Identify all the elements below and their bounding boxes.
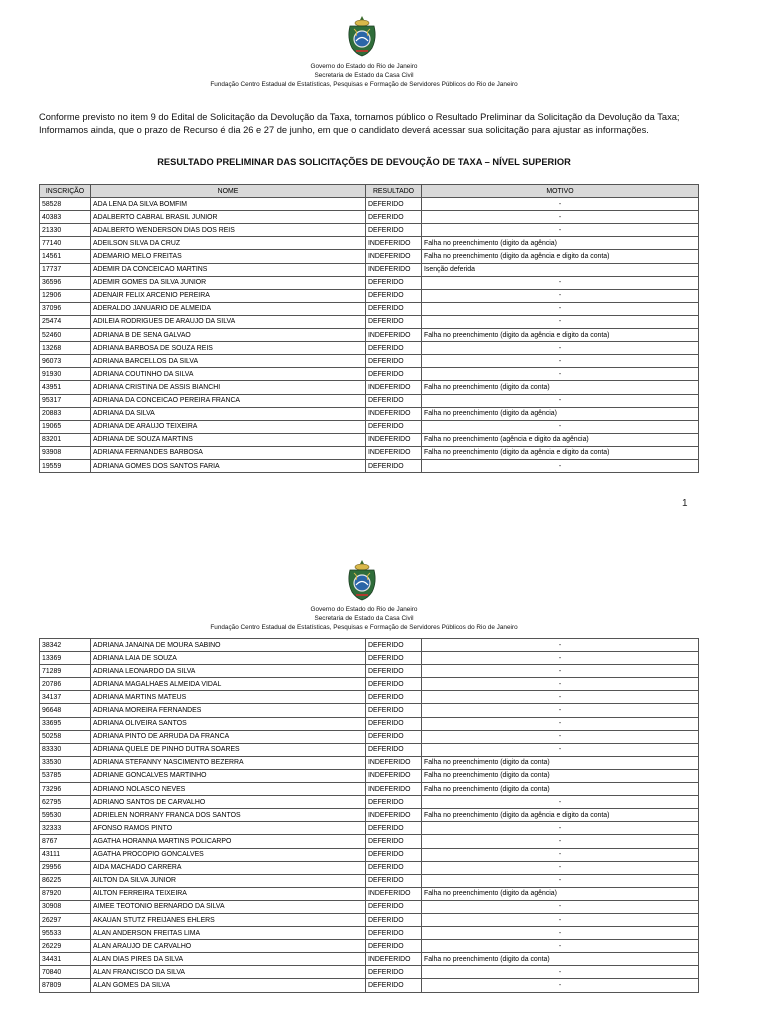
cell-inscricao: 95533	[40, 927, 91, 940]
results-table-body	[40, 198, 699, 473]
cell-motivo: -	[422, 355, 699, 368]
cell-motivo: -	[422, 652, 699, 665]
cell-inscricao: 20786	[40, 678, 91, 691]
table-row	[40, 887, 699, 900]
cell-inscricao: 93908	[40, 446, 91, 459]
cell-inscricao: 12906	[40, 289, 91, 302]
cell-motivo: -	[422, 979, 699, 992]
cell-nome: AIMEE TEOTONIO BERNARDO DA SILVA	[91, 900, 366, 913]
cell-resultado: DEFERIDO	[366, 730, 422, 743]
cell-inscricao: 30908	[40, 900, 91, 913]
cell-resultado: INDEFERIDO	[366, 769, 422, 782]
cell-nome: ADALBERTO WENDERSON DIAS DOS REIS	[91, 224, 366, 237]
cell-motivo: -	[422, 678, 699, 691]
cell-resultado: DEFERIDO	[366, 342, 422, 355]
cell-resultado: INDEFERIDO	[366, 263, 422, 276]
cell-motivo: Falha no preenchimento (digito da agência e digito da conta)	[422, 809, 699, 822]
cell-nome: ADRIANA MOREIRA FERNANDES	[91, 704, 366, 717]
cell-motivo: Falha no preenchimento (digito da conta)	[422, 783, 699, 796]
intro-line-2: Informamos ainda, que o prazo de Recurso é dia 26 e 27 de junho, em que o candidato deverá acessar sua solicitação para ajustar as informações.	[39, 125, 649, 135]
table-row	[40, 900, 699, 913]
cell-nome: ALAN ANDERSON FREITAS LIMA	[91, 927, 366, 940]
cell-motivo: -	[422, 927, 699, 940]
table-row	[40, 769, 699, 782]
cell-resultado: DEFERIDO	[366, 848, 422, 861]
cell-resultado: DEFERIDO	[366, 302, 422, 315]
letterhead-secretariat: Secretaria de Estado da Casa Civil	[314, 615, 414, 622]
cell-inscricao: 8767	[40, 835, 91, 848]
cell-inscricao: 71289	[40, 665, 91, 678]
table-row	[40, 979, 699, 992]
cell-motivo: -	[422, 835, 699, 848]
table-row	[40, 756, 699, 769]
cell-nome: AILTON FERREIRA TEIXEIRA	[91, 887, 366, 900]
table-row	[40, 848, 699, 861]
cell-nome: ADRIANA MARTINS MATEUS	[91, 691, 366, 704]
cell-resultado: DEFERIDO	[366, 289, 422, 302]
cell-motivo: -	[422, 704, 699, 717]
cell-resultado: INDEFERIDO	[366, 433, 422, 446]
document-title: RESULTADO PRELIMINAR DAS SOLICITAÇÕES DE DEVOUÇÃO DE TAXA – NÍVEL SUPERIOR	[157, 157, 571, 167]
cell-nome: ADEMIR DA CONCEICAO MARTINS	[91, 263, 366, 276]
cell-nome: ADILEIA RODRIGUES DE ARAUJO DA SILVA	[91, 315, 366, 328]
cell-nome: AGATHA HORANNA MARTINS POLICARPO	[91, 835, 366, 848]
cell-motivo: Falha no preenchimento (digito da agência)	[422, 237, 699, 250]
cell-resultado: DEFERIDO	[366, 652, 422, 665]
cell-inscricao: 91930	[40, 368, 91, 381]
table-row	[40, 315, 699, 328]
cell-resultado: DEFERIDO	[366, 276, 422, 289]
cell-motivo: -	[422, 874, 699, 887]
cell-motivo: -	[422, 848, 699, 861]
cell-inscricao: 50258	[40, 730, 91, 743]
cell-resultado: INDEFERIDO	[366, 887, 422, 900]
state-coat-of-arms-icon	[344, 14, 380, 58]
cell-nome: ALAN ARAUJO DE CARVALHO	[91, 940, 366, 953]
header-resultado: RESULTADO	[366, 185, 422, 198]
document-page-2	[0, 550, 768, 1024]
table-row	[40, 433, 699, 446]
cell-inscricao: 40383	[40, 211, 91, 224]
cell-inscricao: 87920	[40, 887, 91, 900]
table-row	[40, 639, 699, 652]
cell-resultado: DEFERIDO	[366, 704, 422, 717]
cell-resultado: INDEFERIDO	[366, 407, 422, 420]
table-row	[40, 355, 699, 368]
cell-nome: ADRIANA DE ARAUJO TEIXEIRA	[91, 420, 366, 433]
cell-motivo: Falha no preenchimento (digito da conta)	[422, 756, 699, 769]
cell-inscricao: 52460	[40, 329, 91, 342]
cell-nome: AIDA MACHADO CARRERA	[91, 861, 366, 874]
cell-inscricao: 83330	[40, 743, 91, 756]
cell-inscricao: 73296	[40, 783, 91, 796]
cell-nome: AKAUAN STUTZ FREIJANES EHLERS	[91, 913, 366, 926]
cell-motivo: -	[422, 796, 699, 809]
cell-nome: ADRIANA LAIA DE SOUZA	[91, 652, 366, 665]
table-row	[40, 743, 699, 756]
table-row	[40, 940, 699, 953]
cell-nome: ADRIANA LEONARDO DA SILVA	[91, 665, 366, 678]
results-table-body	[40, 639, 699, 993]
cell-motivo: -	[422, 368, 699, 381]
header-nome: NOME	[91, 185, 366, 198]
cell-motivo: Falha no preenchimento (agência e digito da agência)	[422, 433, 699, 446]
cell-motivo: -	[422, 665, 699, 678]
header-motivo: MOTIVO	[422, 185, 699, 198]
cell-resultado: DEFERIDO	[366, 874, 422, 887]
table-row	[40, 263, 699, 276]
cell-resultado: DEFERIDO	[366, 927, 422, 940]
cell-motivo: -	[422, 639, 699, 652]
cell-resultado: INDEFERIDO	[366, 250, 422, 263]
cell-motivo: -	[422, 420, 699, 433]
cell-resultado: DEFERIDO	[366, 665, 422, 678]
cell-nome: ALAN FRANCISCO DA SILVA	[91, 966, 366, 979]
cell-resultado: INDEFERIDO	[366, 756, 422, 769]
cell-nome: ADRIANA OLIVEIRA SANTOS	[91, 717, 366, 730]
table-row	[40, 927, 699, 940]
cell-inscricao: 34137	[40, 691, 91, 704]
cell-motivo: -	[422, 211, 699, 224]
cell-resultado: INDEFERIDO	[366, 446, 422, 459]
table-row	[40, 717, 699, 730]
cell-resultado: DEFERIDO	[366, 835, 422, 848]
table-row	[40, 953, 699, 966]
cell-motivo: -	[422, 913, 699, 926]
cell-inscricao: 26297	[40, 913, 91, 926]
cell-inscricao: 95317	[40, 394, 91, 407]
cell-resultado: DEFERIDO	[366, 940, 422, 953]
cell-resultado: DEFERIDO	[366, 224, 422, 237]
cell-inscricao: 96648	[40, 704, 91, 717]
cell-resultado: DEFERIDO	[366, 355, 422, 368]
cell-nome: ADA LENA DA SILVA BOMFIM	[91, 198, 366, 211]
letterhead-foundation: Fundação Centro Estadual de Estatísticas, Pesquisas e Formação de Servidores Públicos do Rio de Janeiro	[210, 81, 518, 88]
table-row	[40, 913, 699, 926]
cell-nome: ADRIANO NOLASCO NEVES	[91, 783, 366, 796]
cell-resultado: DEFERIDO	[366, 913, 422, 926]
cell-nome: ALAN DIAS PIRES DA SILVA	[91, 953, 366, 966]
table-row	[40, 394, 699, 407]
cell-inscricao: 70840	[40, 966, 91, 979]
cell-inscricao: 19065	[40, 420, 91, 433]
cell-nome: ADRIELEN NORRANY FRANCA DOS SANTOS	[91, 809, 366, 822]
cell-inscricao: 36596	[40, 276, 91, 289]
cell-nome: AFONSO RAMOS PINTO	[91, 822, 366, 835]
cell-nome: ADRIANA QUELE DE PINHO DUTRA SOARES	[91, 743, 366, 756]
cell-inscricao: 58528	[40, 198, 91, 211]
cell-inscricao: 21330	[40, 224, 91, 237]
state-coat-of-arms-icon	[344, 558, 380, 602]
cell-inscricao: 13268	[40, 342, 91, 355]
cell-motivo: -	[422, 717, 699, 730]
cell-resultado: DEFERIDO	[366, 198, 422, 211]
table-row	[40, 342, 699, 355]
cell-inscricao: 77140	[40, 237, 91, 250]
cell-nome: ADENAIR FELIX ARCENIO PEREIRA	[91, 289, 366, 302]
cell-motivo: Falha no preenchimento (digito da conta)	[422, 381, 699, 394]
cell-inscricao: 33530	[40, 756, 91, 769]
cell-motivo: Falha no preenchimento (digito da agência e digito da conta)	[422, 329, 699, 342]
cell-inscricao: 26229	[40, 940, 91, 953]
cell-nome: ADRIANA DE SOUZA MARTINS	[91, 433, 366, 446]
cell-resultado: DEFERIDO	[366, 678, 422, 691]
cell-motivo: Falha no preenchimento (digito da agência e digito da conta)	[422, 446, 699, 459]
table-row	[40, 835, 699, 848]
cell-inscricao: 25474	[40, 315, 91, 328]
table-row	[40, 459, 699, 472]
cell-resultado: DEFERIDO	[366, 639, 422, 652]
cell-motivo: Isenção deferida	[422, 263, 699, 276]
cell-inscricao: 38342	[40, 639, 91, 652]
cell-motivo: -	[422, 743, 699, 756]
table-row	[40, 691, 699, 704]
table-row	[40, 250, 699, 263]
cell-resultado: INDEFERIDO	[366, 809, 422, 822]
table-row	[40, 822, 699, 835]
cell-nome: ADRIANA BARBOSA DE SOUZA REIS	[91, 342, 366, 355]
table-row	[40, 237, 699, 250]
cell-resultado: INDEFERIDO	[366, 329, 422, 342]
table-row	[40, 329, 699, 342]
cell-motivo: -	[422, 966, 699, 979]
cell-motivo: -	[422, 730, 699, 743]
cell-resultado: DEFERIDO	[366, 315, 422, 328]
results-table	[39, 184, 699, 473]
cell-motivo: Falha no preenchimento (digito da agência e digito da conta)	[422, 250, 699, 263]
table-row	[40, 652, 699, 665]
cell-resultado: INDEFERIDO	[366, 237, 422, 250]
cell-inscricao: 13369	[40, 652, 91, 665]
cell-motivo: -	[422, 459, 699, 472]
table-row	[40, 289, 699, 302]
cell-resultado: DEFERIDO	[366, 861, 422, 874]
cell-motivo: Falha no preenchimento (digito da agência)	[422, 887, 699, 900]
cell-inscricao: 37096	[40, 302, 91, 315]
cell-nome: ADERALDO JANUARIO DE ALMEIDA	[91, 302, 366, 315]
cell-motivo: -	[422, 315, 699, 328]
table-row	[40, 211, 699, 224]
cell-motivo: -	[422, 289, 699, 302]
cell-inscricao: 33695	[40, 717, 91, 730]
cell-nome: ADRIANA GOMES DOS SANTOS FARIA	[91, 459, 366, 472]
table-row	[40, 861, 699, 874]
header-inscricao: INSCRIÇÃO	[40, 185, 91, 198]
cell-nome: AILTON DA SILVA JUNIOR	[91, 874, 366, 887]
table-row	[40, 224, 699, 237]
cell-inscricao: 43951	[40, 381, 91, 394]
letterhead-government: Governo do Estado do Rio de Janeiro	[310, 606, 418, 613]
table-row	[40, 678, 699, 691]
letterhead-government: Governo do Estado do Rio de Janeiro	[310, 63, 418, 70]
cell-resultado: DEFERIDO	[366, 459, 422, 472]
cell-motivo: -	[422, 276, 699, 289]
letterhead	[0, 605, 728, 632]
cell-inscricao: 86225	[40, 874, 91, 887]
table-row	[40, 730, 699, 743]
table-row	[40, 874, 699, 887]
table-row	[40, 446, 699, 459]
cell-inscricao: 83201	[40, 433, 91, 446]
table-row	[40, 368, 699, 381]
cell-resultado: DEFERIDO	[366, 211, 422, 224]
cell-motivo: Falha no preenchimento (digito da conta)	[422, 953, 699, 966]
cell-nome: ADRIANA STEFANNY NASCIMENTO BEZERRA	[91, 756, 366, 769]
cell-motivo: Falha no preenchimento (digito da conta)	[422, 769, 699, 782]
cell-inscricao: 53785	[40, 769, 91, 782]
cell-inscricao: 29956	[40, 861, 91, 874]
table-row	[40, 420, 699, 433]
cell-inscricao: 96073	[40, 355, 91, 368]
cell-nome: ADRIANA DA SILVA	[91, 407, 366, 420]
table-row	[40, 704, 699, 717]
cell-nome: ADALBERTO CABRAL BRASIL JUNIOR	[91, 211, 366, 224]
cell-nome: ALAN GOMES DA SILVA	[91, 979, 366, 992]
cell-inscricao: 32333	[40, 822, 91, 835]
cell-motivo: -	[422, 691, 699, 704]
cell-nome: ADRIANA PINTO DE ARRUDA DA FRANCA	[91, 730, 366, 743]
letterhead	[0, 62, 728, 89]
cell-resultado: INDEFERIDO	[366, 783, 422, 796]
intro-line-1: Conforme previsto no item 9 do Edital de Solicitação da Devolução da Taxa, tornamos público o Resultado Preliminar da Solicitação da Devolução da Taxa;	[39, 112, 680, 122]
cell-nome: AGATHA PROCOPIO GONCALVES	[91, 848, 366, 861]
cell-motivo: -	[422, 342, 699, 355]
cell-motivo: -	[422, 224, 699, 237]
cell-motivo: -	[422, 198, 699, 211]
cell-resultado: DEFERIDO	[366, 420, 422, 433]
cell-resultado: DEFERIDO	[366, 368, 422, 381]
cell-resultado: DEFERIDO	[366, 796, 422, 809]
cell-inscricao: 62795	[40, 796, 91, 809]
table-row	[40, 809, 699, 822]
cell-resultado: DEFERIDO	[366, 717, 422, 730]
cell-nome: ADRIANA COUTINHO DA SILVA	[91, 368, 366, 381]
cell-motivo: -	[422, 394, 699, 407]
cell-inscricao: 59530	[40, 809, 91, 822]
cell-nome: ADRIANA FERNANDES BARBOSA	[91, 446, 366, 459]
cell-resultado: DEFERIDO	[366, 979, 422, 992]
cell-resultado: DEFERIDO	[366, 966, 422, 979]
cell-resultado: INDEFERIDO	[366, 381, 422, 394]
cell-motivo: -	[422, 302, 699, 315]
cell-resultado: DEFERIDO	[366, 691, 422, 704]
cell-nome: ADRIANA MAGALHAES ALMEIDA VIDAL	[91, 678, 366, 691]
page-number: 1	[682, 498, 688, 509]
cell-motivo: Falha no preenchimento (digito da agência)	[422, 407, 699, 420]
cell-nome: ADRIANO SANTOS DE CARVALHO	[91, 796, 366, 809]
cell-inscricao: 19559	[40, 459, 91, 472]
table-row	[40, 665, 699, 678]
cell-inscricao: 34431	[40, 953, 91, 966]
intro-paragraph	[39, 111, 729, 137]
cell-nome: ADEMARIO MELO FREITAS	[91, 250, 366, 263]
cell-nome: ADRIANA CRISTINA DE ASSIS BIANCHI	[91, 381, 366, 394]
table-row	[40, 276, 699, 289]
cell-resultado: DEFERIDO	[366, 822, 422, 835]
cell-nome: ADRIANE GONCALVES MARTINHO	[91, 769, 366, 782]
cell-nome: ADRIANA DA CONCEICAO PEREIRA FRANCA	[91, 394, 366, 407]
cell-inscricao: 20883	[40, 407, 91, 420]
cell-motivo: -	[422, 822, 699, 835]
table-row	[40, 407, 699, 420]
results-table-continued	[39, 638, 699, 993]
cell-inscricao: 17737	[40, 263, 91, 276]
cell-nome: ADRIANA B DE SENA GALVAO	[91, 329, 366, 342]
cell-resultado: DEFERIDO	[366, 743, 422, 756]
cell-nome: ADRIANA JANAINA DE MOURA SABINO	[91, 639, 366, 652]
cell-resultado: DEFERIDO	[366, 900, 422, 913]
cell-inscricao: 14561	[40, 250, 91, 263]
letterhead-foundation: Fundação Centro Estadual de Estatísticas, Pesquisas e Formação de Servidores Públicos do Rio de Janeiro	[210, 624, 518, 631]
cell-motivo: -	[422, 900, 699, 913]
table-header-row	[40, 185, 699, 198]
cell-resultado: INDEFERIDO	[366, 953, 422, 966]
cell-nome: ADEMIR GOMES DA SILVA JUNIOR	[91, 276, 366, 289]
cell-motivo: -	[422, 861, 699, 874]
table-row	[40, 198, 699, 211]
table-row	[40, 796, 699, 809]
table-row	[40, 966, 699, 979]
cell-inscricao: 87809	[40, 979, 91, 992]
letterhead-secretariat: Secretaria de Estado da Casa Civil	[314, 72, 414, 79]
cell-motivo: -	[422, 940, 699, 953]
cell-inscricao: 43111	[40, 848, 91, 861]
table-row	[40, 302, 699, 315]
table-row	[40, 783, 699, 796]
cell-nome: ADRIANA BARCELLOS DA SILVA	[91, 355, 366, 368]
table-row	[40, 381, 699, 394]
cell-nome: ADEILSON SILVA DA CRUZ	[91, 237, 366, 250]
cell-resultado: DEFERIDO	[366, 394, 422, 407]
